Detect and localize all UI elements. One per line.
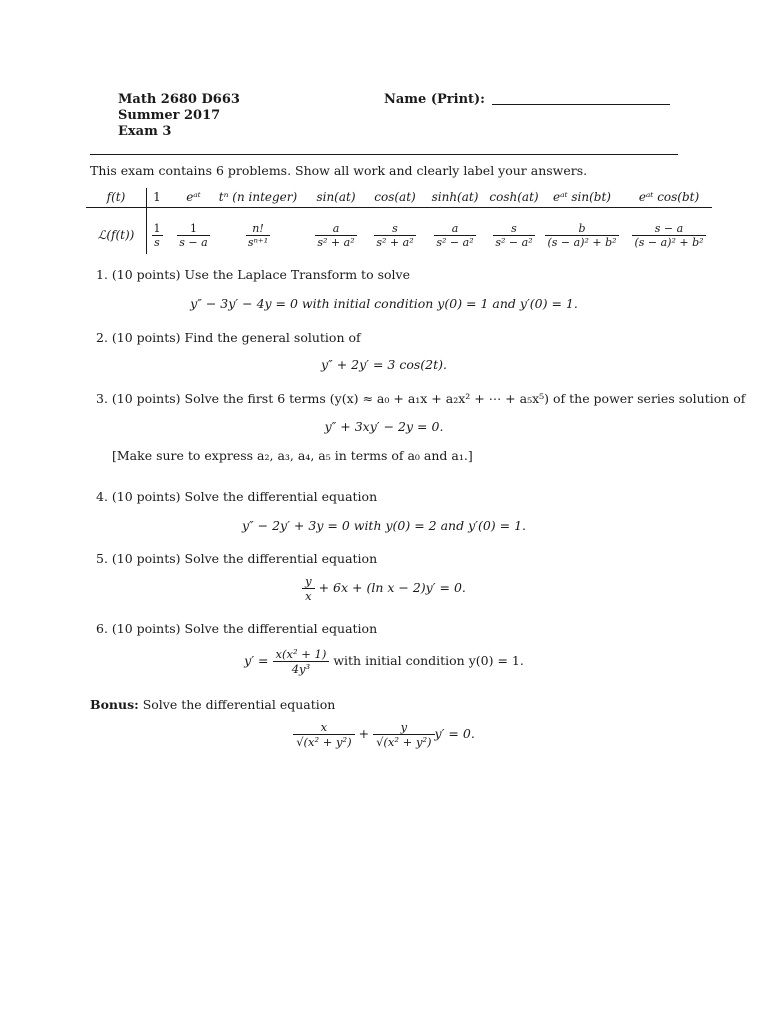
problem-5-equation: $\frac{y}{x}$ + 6x + (ln x − 2)y′ = 0. — [0, 574, 768, 603]
fraction: $\frac{\text{x(x² + 1)}}{\text{4y³}}$ — [273, 647, 330, 676]
problem-2-label: 2. (10 points) Find the general solution of — [96, 330, 361, 345]
table-cell-transform: $\frac{s - a}{\text{(s − a)² + b²}}$ — [634, 222, 704, 249]
table-cell-f: eᵃᵗ sin(bt) — [553, 190, 611, 204]
table-cell-transform: $\frac{1}{s}$ — [153, 222, 161, 249]
fraction: $\frac{y}{x}$ — [302, 574, 315, 603]
table-cell-f: 1 — [153, 190, 161, 204]
table-row-header-transform: ℒ(f(t)) — [97, 228, 135, 242]
course-term: Summer 2017 — [118, 108, 221, 123]
table-row-header-f: f(t) — [106, 190, 126, 204]
table-cell-transform: $\frac{a}{\text{s² + a²}}$ — [317, 222, 355, 249]
header-divider — [90, 154, 678, 155]
table-cell-f: tⁿ (n integer) — [218, 190, 298, 204]
name-blank-line — [492, 104, 670, 105]
fraction: $\frac{y}{\text{√(x² + y²)}}$ — [373, 720, 434, 749]
table-cell-f: eᵃᵗ cos(bt) — [638, 190, 700, 204]
table-cell-f: sinh(at) — [431, 190, 479, 204]
problem-2-equation: y″ + 2y′ = 3 cos(2t). — [321, 357, 447, 372]
table-cell-transform: $\frac{s}{\text{s² − a²}}$ — [495, 222, 533, 249]
problem-3-label: 3. (10 points) Solve the first 6 terms (y(x) ≈ a₀ + a₁x + a₂x² + ⋯ + a₅x⁵) of the power series solution of — [96, 391, 746, 406]
bonus-equation: $\frac{x}{\text{√(x² + y²)}}$ + $\frac{y}{\text{√(x² + y²)}}$ y′ = 0. — [0, 720, 768, 749]
problem-4-label: 4. (10 points) Solve the differential equation — [96, 489, 378, 504]
problem-3-equation: y″ + 3xy′ − 2y = 0. — [324, 419, 444, 434]
course-header — [118, 92, 240, 140]
problem-5-label: 5. (10 points) Solve the differential equation — [96, 551, 378, 566]
table-cell-f: cosh(at) — [489, 190, 539, 204]
table-cell-f: sin(at) — [316, 190, 356, 204]
table-cell-transform: $\frac{s}{\text{s² + a²}}$ — [376, 222, 414, 249]
problem-6-equation: y′ = $\frac{\text{x(x² + 1)}}{\text{4y³}}$ with initial condition y(0) = 1. — [244, 647, 524, 676]
table-cell-f: cos(at) — [374, 190, 416, 204]
problem-1-label: 1. (10 points) Use the Laplace Transform to solve — [96, 267, 410, 282]
table-cell-transform: $\frac{1}{s - a}$ — [179, 222, 208, 249]
exam-title: Exam 3 — [118, 124, 172, 139]
problem-6-label: 6. (10 points) Solve the differential equation — [96, 621, 378, 636]
table-row-f — [86, 188, 712, 208]
course-code: Math 2680 D663 — [118, 92, 240, 107]
bonus-label: Bonus: Solve the differential equation — [90, 697, 336, 712]
table-row-transform — [86, 218, 712, 254]
name-label: Name (Print): — [384, 92, 485, 107]
fraction: $\frac{x}{\text{√(x² + y²)}}$ — [293, 720, 354, 749]
table-cell-transform: $\frac{b}{\text{(s − a)² + b²}}$ — [547, 222, 617, 249]
table-cell-transform: $\frac{n!}{\text{sⁿ⁺¹}}$ — [247, 222, 269, 249]
problem-4-equation: y″ − 2y′ + 3y = 0 with y(0) = 2 and y′(0) = 1. — [241, 518, 527, 533]
table-cell-f: eᵃᵗ — [186, 190, 201, 204]
problem-3-note: [Make sure to express a₂, a₃, a₄, a₅ in terms of a₀ and a₁.] — [112, 448, 473, 463]
table-cell-transform: $\frac{a}{\text{s² − a²}}$ — [436, 222, 474, 249]
exam-instructions: This exam contains 6 problems. Show all work and clearly label your answers. — [90, 163, 588, 178]
problem-1-equation: y″ − 3y′ − 4y = 0 with initial condition y(0) = 1 and y′(0) = 1. — [190, 296, 578, 311]
